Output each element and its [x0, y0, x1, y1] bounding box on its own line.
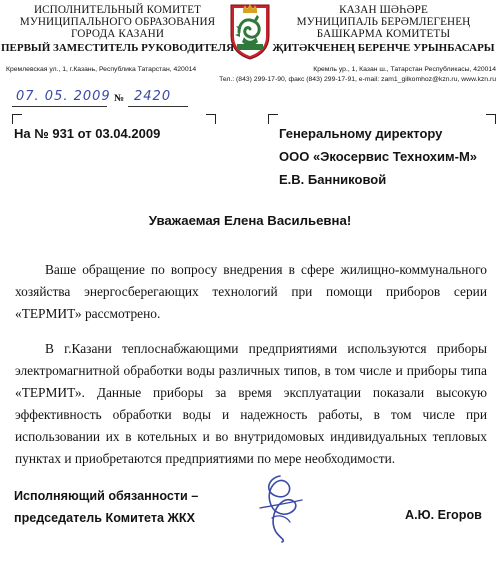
org-name-tt-3: БАШКАРМА КОМИТЕТЫ — [316, 28, 451, 40]
handwritten-date: 07. 05. 2009 — [16, 89, 111, 104]
reference-number: На № 931 от 03.04.2009 — [14, 126, 161, 141]
greeting: Уважаемая Елена Васильевна! — [148, 213, 352, 228]
header-left — [0, 4, 235, 55]
org-name-tt-2: МУНИЦИПАЛЬ БЕРӘМЛЕГЕНЕҢ — [296, 16, 471, 28]
corner-mark — [268, 114, 278, 124]
corner-mark — [12, 114, 22, 124]
contact-line: Тел.: (843) 299-17-90, факс (843) 299-17-91, e-mail: zam1_gilkomhoz@kzn.ru, www.kzn.ru — [219, 76, 496, 83]
corner-mark — [206, 114, 216, 124]
handwritten-number: 2420 — [134, 89, 172, 104]
number-line — [128, 106, 188, 107]
handwritten-signature — [240, 470, 320, 545]
org-name-ru-3: ГОРОДА КАЗАНИ — [70, 28, 165, 40]
paragraph-1: Ваше обращение по вопросу внедрения в сфере жилищно-коммунального хозяйства энергосберегающих технологий при помощи приборов серии «ТЕРМИТ» рассмотрено. — [15, 262, 487, 321]
org-name-ru-2: МУНИЦИПАЛЬНОГО ОБРАЗОВАНИЯ — [19, 16, 216, 28]
corner-mark — [486, 114, 496, 124]
number-sign: № — [114, 93, 125, 104]
address-tt: Кремль ур., 1, Казан ш., Татарстан Республикасы, 420014 — [313, 66, 496, 73]
signatory-position-line-1: Исполняющий обязанности – — [14, 489, 199, 503]
position-title-tt: ҖИТӘКЧЕНЕҢ БЕРЕНЧЕ УРЫНБАСАРЫ — [272, 42, 495, 54]
recipient-line-2: ООО «Экосервис Технохим-М» — [279, 149, 478, 164]
position-title-ru: ПЕРВЫЙ ЗАМЕСТИТЕЛЬ РУКОВОДИТЕЛЯ — [0, 42, 235, 54]
paragraph-2: В г.Казани теплоснабжающими предприятиями используются приборы электромагнитной обработки воды различных типов, в том числе и приборы типа «ТЕРМИТ». Данные приборы за время эксплуатации показали высокую эффективность обработки воды и надежность работы, в том числе при использовании их в котельных и во внутридомовых индивидуальных тепловых пунктах и приобретаются предприятиями по мере необходимости. — [15, 341, 487, 466]
date-line — [12, 106, 107, 107]
recipient-line-3: Е.В. Банниковой — [279, 172, 387, 187]
org-name-ru-1: ИСПОЛНИТЕЛЬНЫЙ КОМИТЕТ — [33, 4, 202, 16]
recipient-line-1: Генеральному директору — [279, 126, 443, 141]
org-name-tt-1: КАЗАН ШӘҺӘРЕ — [339, 4, 428, 16]
header-right — [267, 4, 500, 55]
signatory-position-line-2: председатель Комитета ЖКХ — [14, 511, 195, 525]
kazan-coat-of-arms-icon — [228, 2, 272, 60]
signatory-position — [14, 485, 198, 529]
signatory-name: А.Ю. Егоров — [405, 508, 482, 522]
address-ru: Кремлевская ул., 1, г.Казань, Республика Татарстан, 420014 — [6, 66, 197, 73]
